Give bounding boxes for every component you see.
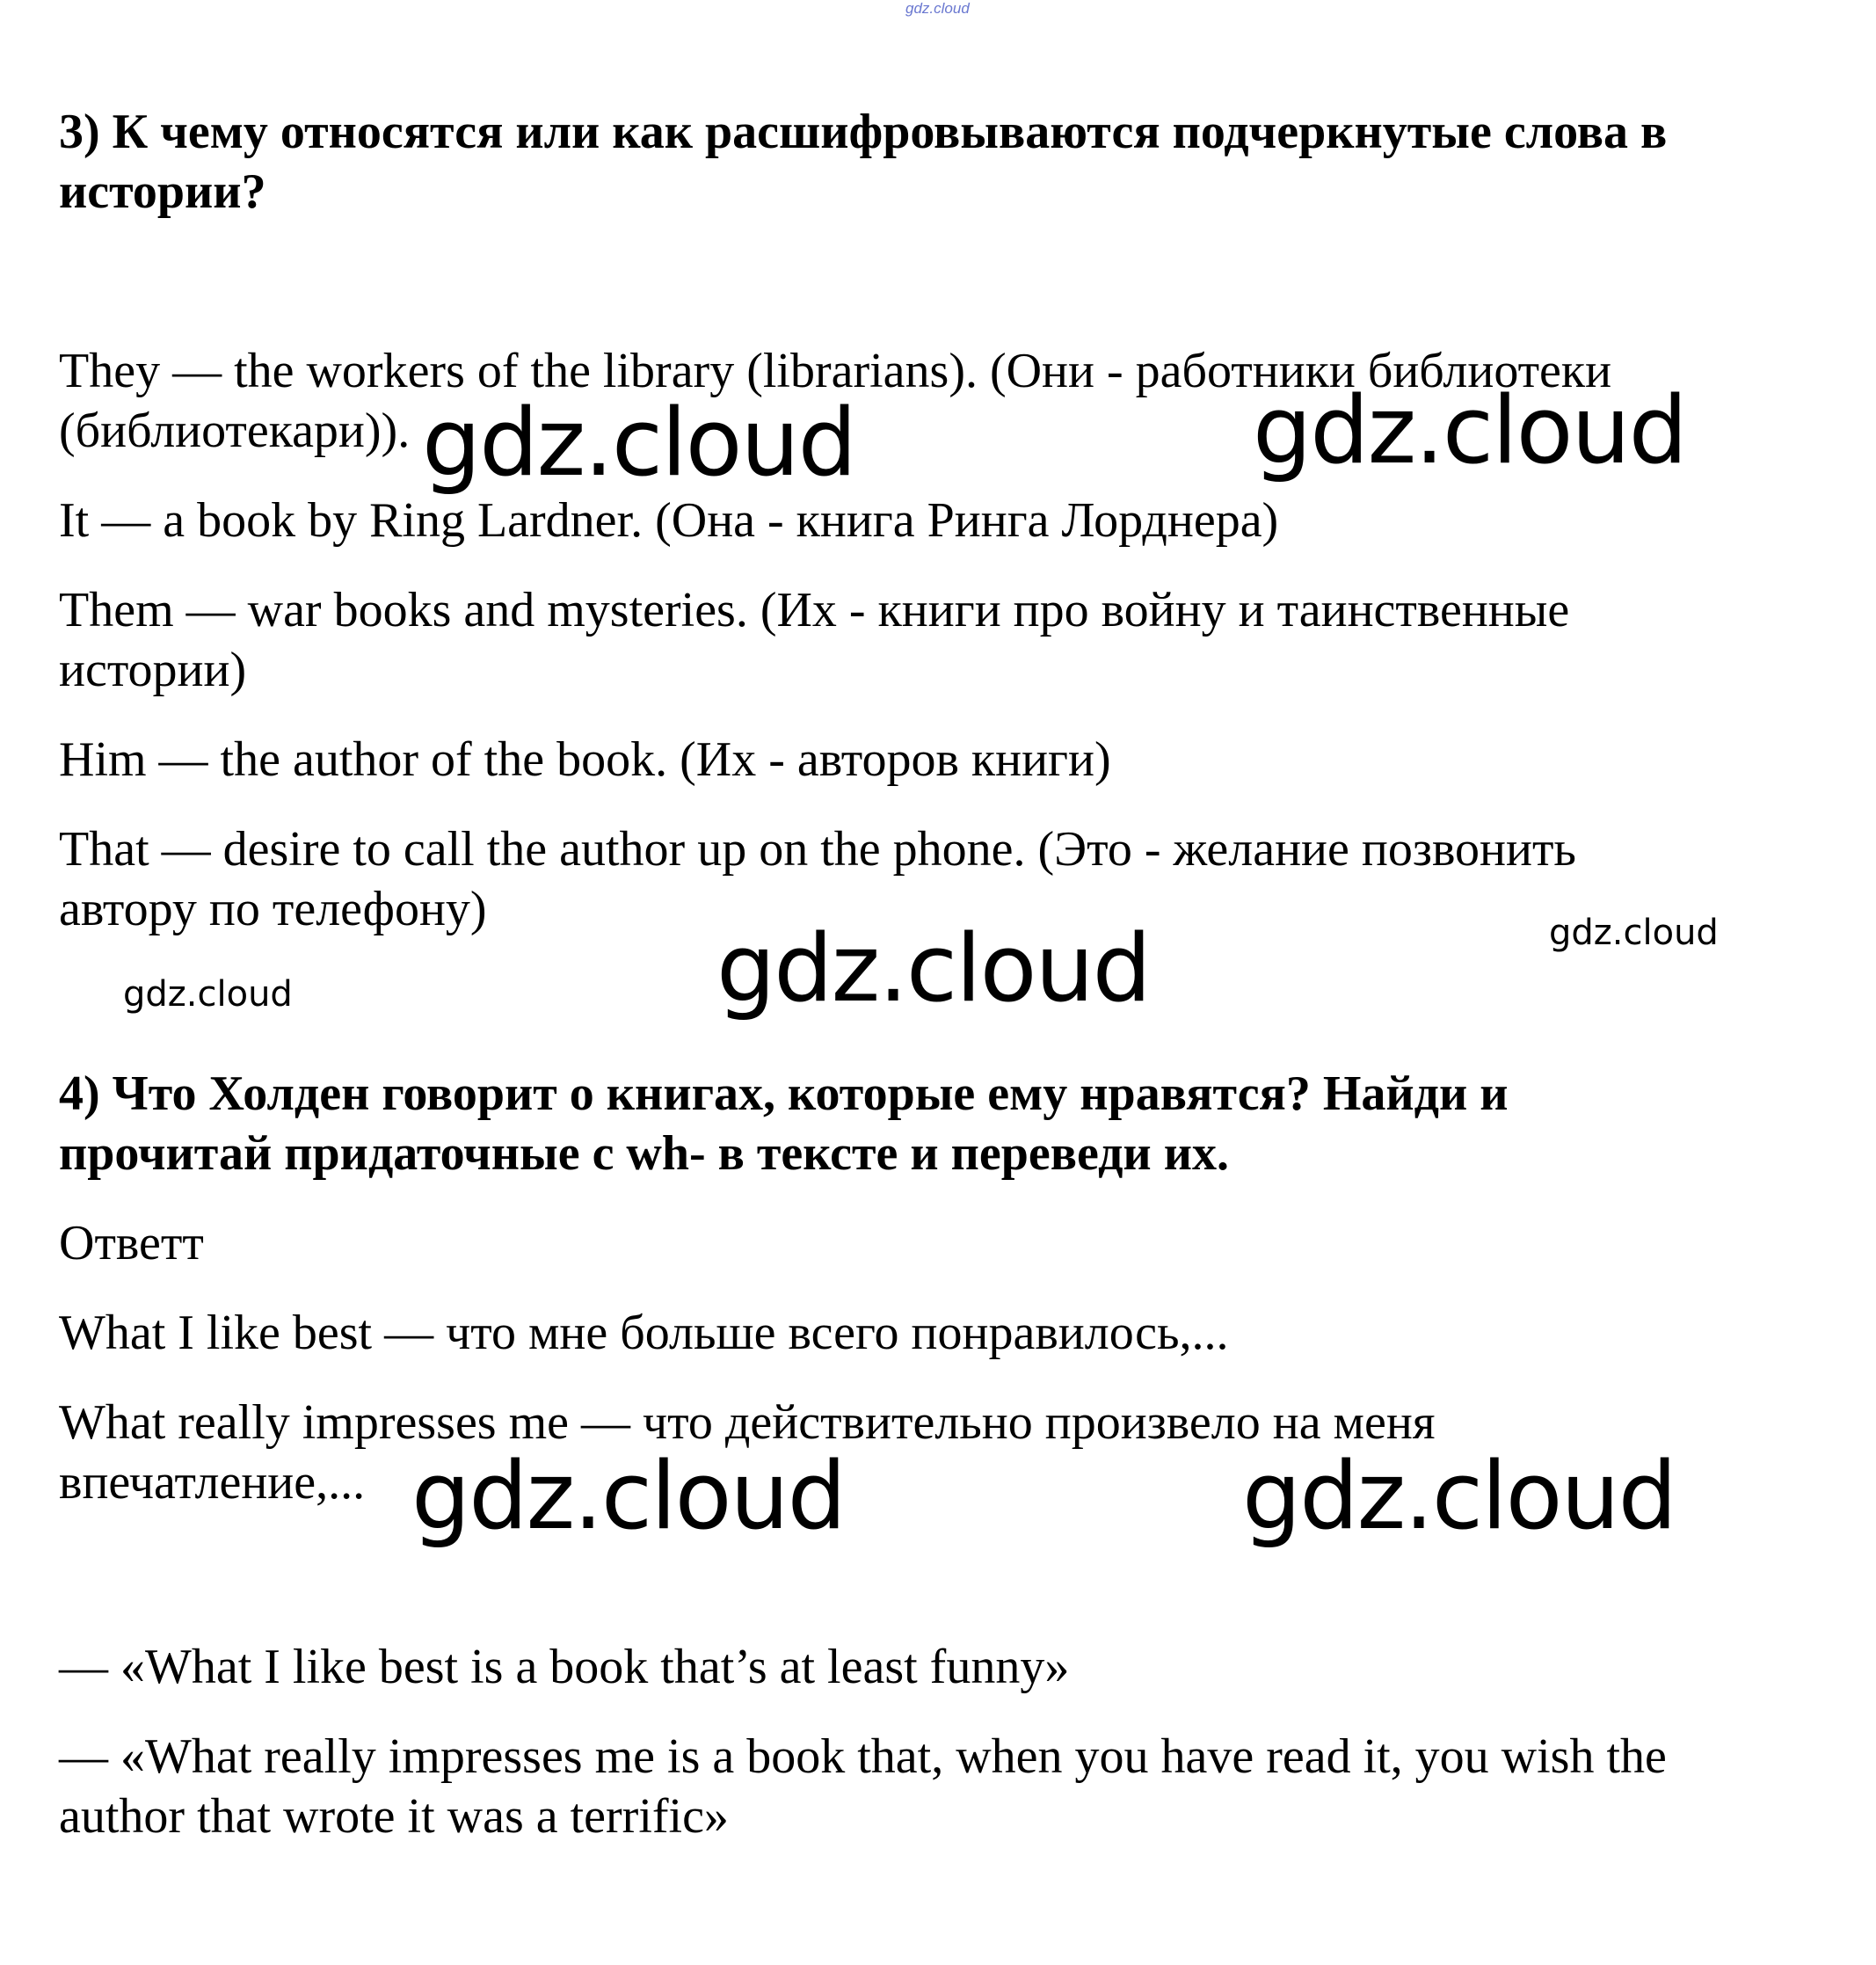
answer-it: It — a book by Ring Lardner. (Она - книга Ринга Лорднера) (59, 493, 1279, 548)
translation-what-i-like: What I like best — что мне больше всего понравилось,... (59, 1306, 1229, 1360)
question-3-line-1: 3) К чему относятся или как расшифровываются подчеркнутые слова в (59, 105, 1668, 159)
translation-what-impresses-line-2: впечатление,... (59, 1455, 366, 1510)
translation-what-impresses-line-1: What really impresses me — что действительно произвело на меня (59, 1395, 1436, 1450)
watermark: gdz.cloud (1549, 913, 1719, 953)
watermark: gdz.cloud (123, 974, 293, 1015)
watermark: gdz.cloud (1242, 1442, 1676, 1550)
answer-that-line-2: автору по телефону) (59, 882, 487, 936)
answer-label: Ответт (59, 1216, 204, 1270)
answer-him: Him — the author of the book. (Их - авторов книги) (59, 732, 1111, 787)
watermark: gdz.cloud (422, 389, 855, 497)
answer-that-line-1: That — desire to call the author up on the phone. (Это - желание позвонить (59, 822, 1576, 877)
answer-them-line-2: истории) (59, 643, 247, 697)
answer-they-line-2: (библиотекари)). (59, 404, 411, 458)
watermark: gdz.cloud (411, 1442, 845, 1550)
question-3-line-2: истории? (59, 164, 266, 219)
watermark: gdz.cloud (1253, 376, 1686, 484)
question-4-line-1: 4) Что Холден говорит о книгах, которые ему нравятся? Найди и (59, 1066, 1509, 1121)
answer-them-line-1: Them — war books and mysteries. (Их - книги про войну и таинственные (59, 583, 1570, 637)
quote-what-impresses-line-2: author that wrote it was a terrific» (59, 1789, 729, 1844)
quote-what-i-like: — «What I like best is a book that’s at least funny» (59, 1640, 1070, 1694)
question-4-line-2: прочитай придаточные с wh- в тексте и переведи их. (59, 1126, 1229, 1181)
top-watermark: gdz.cloud (905, 0, 970, 17)
answer-they-line-1: They — the workers of the library (librarians). (Они - работники библиотеки (59, 344, 1612, 398)
quote-what-impresses-line-1: — «What really impresses me is a book that, when you have read it, you wish the (59, 1729, 1667, 1784)
watermark: gdz.cloud (716, 914, 1150, 1023)
